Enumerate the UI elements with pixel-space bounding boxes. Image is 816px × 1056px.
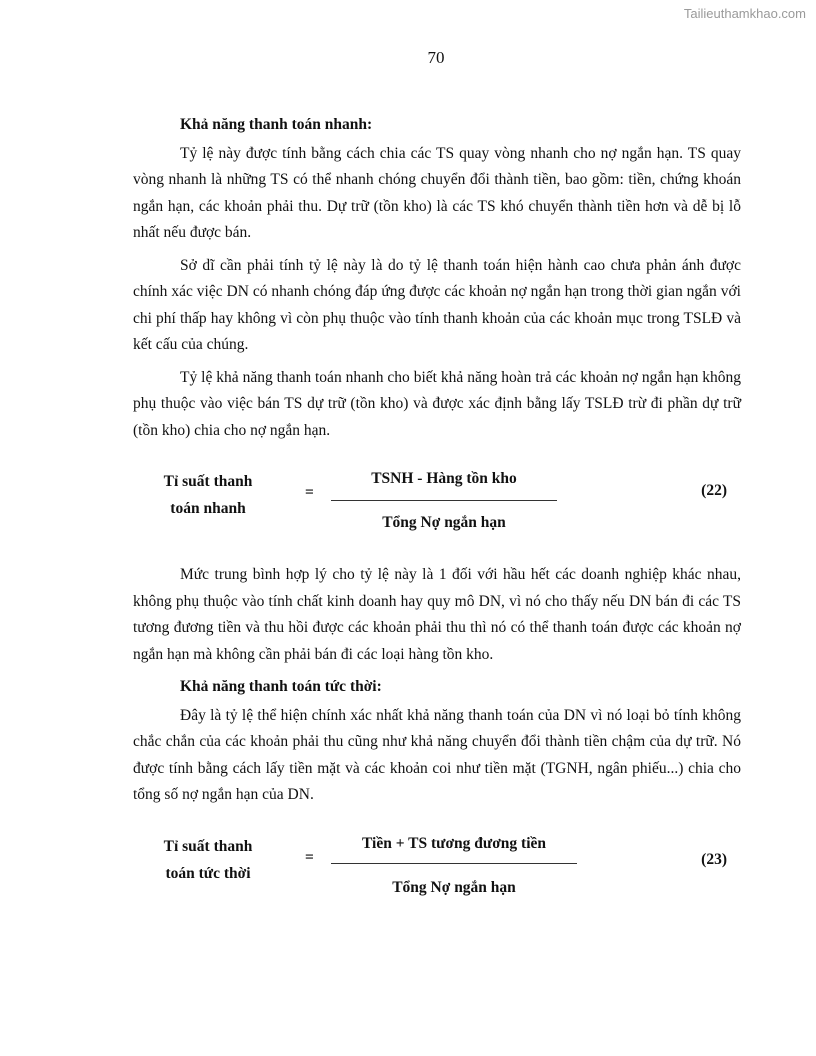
formula-23-numerator: Tiền + TS tương đương tiền bbox=[361, 834, 546, 852]
formula-22-numerator: TSNH - Hàng tồn kho bbox=[371, 470, 517, 487]
formula-label-line: Tỉ suất thanh bbox=[163, 473, 253, 490]
fraction-bar bbox=[331, 500, 557, 501]
section-heading-quick-ratio: Khả năng thanh toán nhanh: bbox=[180, 116, 373, 133]
formula-label-line: toán tức thời bbox=[165, 864, 251, 882]
paragraph: Mức trung bình hợp lý cho tỷ lệ này là 1 đối với hầu hết các doanh nghiệp khác nhau, không phụ thuộc vào tính chất kinh doanh hay quy mô DN, vì nó cho thấy nếu DN bán đi các TS tương đương tiền và thu hồi được các khoản phải thu thì nó có thể thanh toán được các khoản nợ ngắn hạn mà không cần phải bán đi các loại hàng tồn kho. bbox=[133, 566, 741, 663]
equals-sign: = bbox=[305, 484, 314, 501]
formula-23 bbox=[133, 831, 741, 917]
page-number: 70 bbox=[427, 48, 445, 67]
formula-label-line: toán nhanh bbox=[170, 500, 246, 517]
equals-sign: = bbox=[305, 848, 314, 866]
paragraph: Tỷ lệ khả năng thanh toán nhanh cho biết khả năng hoàn trả các khoản nợ ngắn hạn không phụ thuộc vào việc bán TS dự trữ (tồn kho) và được xác định bằng lấy TSLĐ trừ đi phần dự trữ (tồn kho) chia cho nợ ngắn hạn. bbox=[133, 368, 741, 439]
paragraph: Sở dĩ cần phải tính tỷ lệ này là do tỷ lệ thanh toán hiện hành cao chưa phản ánh được chính xác việc DN có nhanh chóng đáp ứng được các khoản nợ ngắn hạn trong thời gian ngắn với chi phí thấp hay không vì còn phụ thuộc vào tính thanh khoản của các khoản mục trong TSLĐ và kết cấu của chúng. bbox=[133, 256, 741, 353]
section-heading-instant-ratio: Khả năng thanh toán tức thời: bbox=[180, 678, 382, 695]
formula-22-denominator: Tổng Nợ ngắn hạn bbox=[382, 514, 506, 531]
formula-23-denominator: Tổng Nợ ngắn hạn bbox=[392, 878, 516, 896]
paragraph: Tỷ lệ này được tính bằng cách chia các TS quay vòng nhanh cho nợ ngắn hạn. TS quay vòng nhanh là những TS có thể nhanh chóng chuyển đổi thành tiền, bao gồm: tiền, chứng khoán ngắn hạn, các khoản phải thu. Dự trữ (tồn kho) là các TS khó chuyển thành tiền hơn và dễ bị lỗ nhất nếu được bán. bbox=[133, 144, 741, 241]
formula-23-number: (23) bbox=[701, 850, 727, 868]
watermark: Tailieuthamkhao.com bbox=[683, 6, 806, 21]
formula-22-number: (22) bbox=[701, 482, 727, 499]
fraction-bar bbox=[331, 863, 577, 864]
formula-23-label bbox=[143, 833, 273, 887]
paragraph: Đây là tỷ lệ thể hiện chính xác nhất khả năng thanh toán của DN vì nó loại bỏ tính không chắc chắn của các khoản phải thu cũng như khả năng chuyển đổi thành tiền chậm của dự trữ. Nó được tính bằng cách lấy tiền mặt và các khoản coi như tiền mặt (TGNH, ngân phiếu...) chia cho tổng số nợ ngắn hạn của DN. bbox=[133, 706, 741, 803]
formula-22-label bbox=[143, 468, 273, 522]
document-body bbox=[133, 112, 741, 917]
formula-22 bbox=[133, 466, 741, 556]
formula-label-line: Tỉ suất thanh bbox=[163, 837, 253, 855]
